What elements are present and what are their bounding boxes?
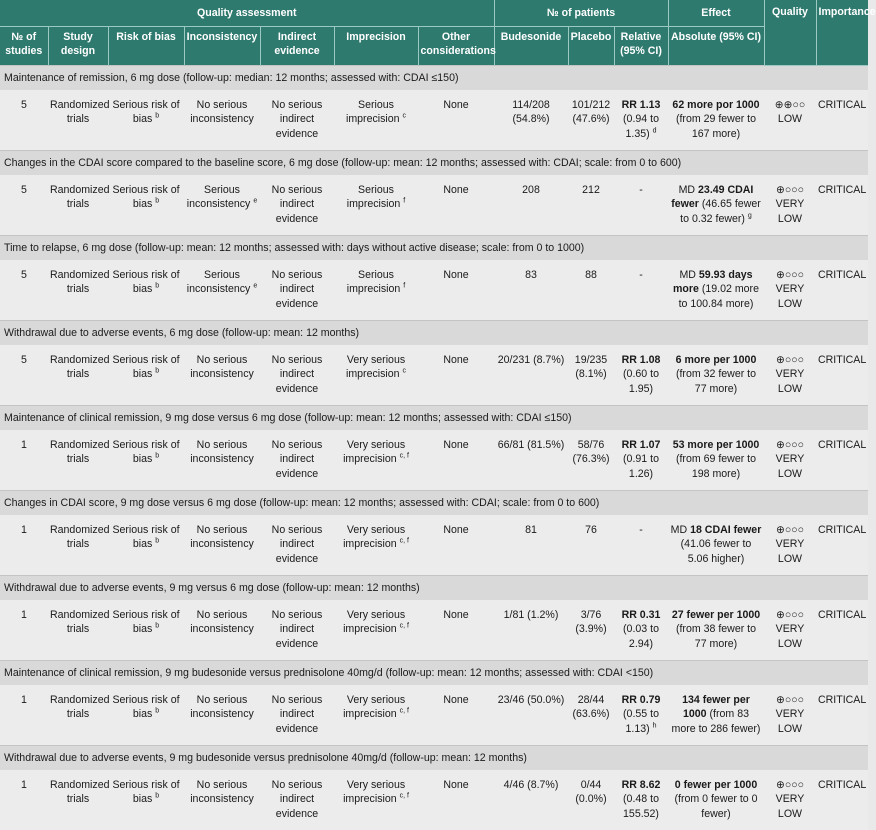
footnote-marker: b (155, 198, 159, 205)
outcome-data-row (0, 90, 868, 151)
footnote-marker: d (653, 127, 657, 134)
quality-rating-symbols: ⊕○○○ (776, 269, 804, 281)
risk-of-bias-text: Serious risk of bias (112, 439, 179, 465)
inconsistency-cell (184, 770, 260, 830)
footnote-marker: f (403, 283, 405, 290)
placebo-cell: 3/76 (3.9%) (568, 600, 614, 661)
absolute-effect-cell (668, 90, 764, 151)
absolute-estimate: 134 fewer per 1000 (682, 694, 750, 720)
imprecision-header: Imprecision (334, 27, 418, 66)
imprecision-cell (334, 345, 418, 406)
relative-effect-cell (614, 515, 668, 576)
indirect-evidence-cell: No serious indirect evidence (260, 260, 334, 321)
quality-cell (764, 345, 816, 406)
absolute-ci: (46.65 fewer to 0.32 fewer) (680, 198, 761, 224)
outcome-section-row (0, 406, 868, 431)
quality-rating-symbols: ⊕○○○ (776, 694, 804, 706)
placebo-header: Placebo (568, 27, 614, 66)
placebo-cell: 76 (568, 515, 614, 576)
placebo-cell: 0/44 (0.0%) (568, 770, 614, 830)
absolute-estimate: 27 fewer per 1000 (672, 609, 760, 621)
budesonide-cell: 81 (494, 515, 568, 576)
absolute-ci: (from 69 fewer to 198 more) (676, 453, 756, 479)
absolute-effect-cell (668, 430, 764, 491)
absolute-effect-cell (668, 685, 764, 746)
footnote-marker: b (155, 538, 159, 545)
relative-ci: (0.03 to 2.94) (623, 623, 659, 649)
placebo-cell: 28/44 (63.6%) (568, 685, 614, 746)
budesonide-cell: 208 (494, 175, 568, 236)
imprecision-text: Very serious imprecision (343, 694, 405, 720)
absolute-effect-cell (668, 600, 764, 661)
outcome-section-row (0, 491, 868, 516)
inconsistency-text: No serious inconsistency (190, 354, 254, 380)
budesonide-cell: 66/81 (81.5%) (494, 430, 568, 491)
num-studies-cell: 1 (0, 685, 48, 746)
outcome-data-row (0, 515, 868, 576)
quality-cell (764, 600, 816, 661)
outcome-title: Maintenance of clinical remission, 9 mg dose versus 6 mg dose (follow-up: mean: 12 months; assessed with: CDAI ≤150) (0, 406, 868, 431)
relative-effect-cell (614, 770, 668, 830)
inconsistency-text: No serious inconsistency (190, 609, 254, 635)
risk-of-bias-cell (108, 260, 184, 321)
imprecision-text: Very serious imprecision (346, 354, 405, 380)
relative-estimate: RR 0.79 (622, 694, 661, 706)
indirect-evidence-cell: No serious indirect evidence (260, 685, 334, 746)
study-design-cell: Randomized trials (48, 345, 108, 406)
quality-header: Quality (764, 0, 816, 66)
relative-ci: (0.55 to 1.13) (623, 708, 659, 734)
budesonide-cell: 1/81 (1.2%) (494, 600, 568, 661)
relative-ci: (0.48 to 155.52) (623, 793, 659, 819)
indirect-evidence-cell: No serious indirect evidence (260, 175, 334, 236)
budesonide-cell: 4/46 (8.7%) (494, 770, 568, 830)
other-considerations-cell: None (418, 515, 494, 576)
importance-cell: CRITICAL (816, 600, 868, 661)
imprecision-text: Serious imprecision (347, 184, 401, 210)
importance-cell: CRITICAL (816, 430, 868, 491)
relative-effect-cell (614, 600, 668, 661)
quality-rating-text: VERY LOW (776, 793, 805, 819)
budesonide-cell: 83 (494, 260, 568, 321)
absolute-ci: (from 29 fewer to 167 more) (676, 113, 756, 139)
relative-effect-cell (614, 260, 668, 321)
quality-rating-symbols: ⊕○○○ (776, 354, 804, 366)
quality-assessment-header: Quality assessment (0, 0, 494, 27)
risk-of-bias-text: Serious risk of bias (112, 354, 179, 380)
inconsistency-text: Serious inconsistency (187, 184, 251, 210)
inconsistency-cell (184, 515, 260, 576)
num-studies-cell: 1 (0, 515, 48, 576)
footnote-marker: c, f (400, 453, 409, 460)
relative-estimate: RR 8.62 (622, 779, 661, 791)
imprecision-cell (334, 685, 418, 746)
absolute-estimate: 23.49 CDAI fewer (671, 184, 753, 210)
outcome-data-row (0, 260, 868, 321)
quality-cell (764, 175, 816, 236)
num-studies-cell: 1 (0, 430, 48, 491)
other-considerations-cell: None (418, 260, 494, 321)
num-studies-cell: 1 (0, 770, 48, 830)
quality-rating-text: VERY LOW (776, 708, 805, 734)
inconsistency-cell (184, 685, 260, 746)
indirect-evidence-cell: No serious indirect evidence (260, 770, 334, 830)
quality-cell (764, 770, 816, 830)
importance-cell: CRITICAL (816, 685, 868, 746)
outcome-data-row (0, 685, 868, 746)
outcome-title: Withdrawal due to adverse events, 9 mg budesonide versus prednisolone 40mg/d (follow-up: mean: 12 months) (0, 746, 868, 771)
inconsistency-text: No serious inconsistency (190, 524, 254, 550)
study-design-cell: Randomized trials (48, 515, 108, 576)
placebo-cell: 212 (568, 175, 614, 236)
importance-cell: CRITICAL (816, 175, 868, 236)
quality-cell (764, 260, 816, 321)
quality-cell (764, 515, 816, 576)
placebo-cell: 58/76 (76.3%) (568, 430, 614, 491)
outcome-data-row (0, 770, 868, 830)
study-design-cell: Randomized trials (48, 175, 108, 236)
relative-ci: (0.91 to 1.26) (623, 453, 659, 479)
relative-effect-cell (614, 90, 668, 151)
risk-of-bias-text: Serious risk of bias (112, 269, 179, 295)
other-considerations-cell: None (418, 345, 494, 406)
absolute-estimate: 18 CDAI fewer (690, 524, 761, 536)
relative-ci: - (639, 524, 643, 536)
num-patients-header: № of patients (494, 0, 668, 27)
study-design-cell: Randomized trials (48, 260, 108, 321)
relative-ci: - (639, 184, 643, 196)
absolute-estimate: 59.93 days more (673, 269, 753, 295)
imprecision-text: Very serious imprecision (343, 779, 405, 805)
outcome-section-row (0, 236, 868, 261)
importance-cell: CRITICAL (816, 515, 868, 576)
outcome-section-row (0, 151, 868, 176)
relative-estimate: RR 1.07 (622, 439, 661, 451)
num-studies-cell: 1 (0, 600, 48, 661)
imprecision-text: Serious imprecision (347, 269, 401, 295)
quality-cell (764, 685, 816, 746)
risk-of-bias-cell (108, 90, 184, 151)
importance-header: Importance (816, 0, 868, 66)
placebo-cell: 101/212 (47.6%) (568, 90, 614, 151)
footnote-marker: b (155, 793, 159, 800)
footnote-marker: c, f (400, 793, 409, 800)
absolute-prefix: MD (679, 269, 698, 281)
outcome-section-row (0, 321, 868, 346)
imprecision-cell (334, 515, 418, 576)
imprecision-text: Very serious imprecision (343, 609, 405, 635)
absolute-effect-cell (668, 345, 764, 406)
indirect-evidence-header: Indirect evidence (260, 27, 334, 66)
importance-cell: CRITICAL (816, 90, 868, 151)
footnote-marker: e (253, 198, 257, 205)
imprecision-cell (334, 175, 418, 236)
absolute-ci: (from 38 fewer to 77 more) (676, 623, 756, 649)
absolute-prefix: MD (671, 524, 690, 536)
risk-of-bias-cell (108, 345, 184, 406)
inconsistency-cell (184, 345, 260, 406)
outcome-title: Maintenance of remission, 6 mg dose (follow-up: median: 12 months; assessed with: CDAI ≤150) (0, 66, 868, 91)
footnote-marker: c, f (400, 538, 409, 545)
risk-of-bias-cell (108, 685, 184, 746)
other-considerations-cell: None (418, 600, 494, 661)
relative-estimate: RR 1.08 (622, 354, 661, 366)
absolute-estimate: 53 more per 1000 (673, 439, 760, 451)
footnote-marker: f (403, 198, 405, 205)
study-design-cell: Randomized trials (48, 430, 108, 491)
inconsistency-text: No serious inconsistency (190, 99, 254, 125)
inconsistency-text: No serious inconsistency (190, 694, 254, 720)
absolute-estimate: 62 more por 1000 (672, 99, 759, 111)
absolute-ci: (41.06 fewer to 5.06 higher) (681, 538, 752, 564)
num-studies-cell: 5 (0, 175, 48, 236)
other-considerations-cell: None (418, 90, 494, 151)
quality-rating-symbols: ⊕○○○ (776, 524, 804, 536)
budesonide-cell: 23/46 (50.0%) (494, 685, 568, 746)
absolute-prefix: MD (679, 184, 698, 196)
risk-of-bias-text: Serious risk of bias (112, 99, 179, 125)
indirect-evidence-cell: No serious indirect evidence (260, 430, 334, 491)
risk-of-bias-text: Serious risk of bias (112, 184, 179, 210)
inconsistency-header: Inconsistency (184, 27, 260, 66)
importance-cell: CRITICAL (816, 260, 868, 321)
footnote-marker: b (155, 623, 159, 630)
footnote-marker: b (155, 283, 159, 290)
risk-of-bias-text: Serious risk of bias (112, 609, 179, 635)
indirect-evidence-cell: No serious indirect evidence (260, 600, 334, 661)
study-design-cell: Randomized trials (48, 685, 108, 746)
absolute-header: Absolute (95% CI) (668, 27, 764, 66)
imprecision-text: Very serious imprecision (343, 439, 405, 465)
study-design-header: Study design (48, 27, 108, 66)
imprecision-cell (334, 600, 418, 661)
inconsistency-cell (184, 430, 260, 491)
absolute-effect-cell (668, 770, 764, 830)
absolute-ci: (from 83 more to 286 fewer) (672, 708, 761, 734)
relative-estimate: RR 1.13 (622, 99, 661, 111)
num-studies-cell: 5 (0, 260, 48, 321)
inconsistency-text: No serious inconsistency (190, 439, 254, 465)
quality-rating-symbols: ⊕⊕○○ (775, 99, 806, 111)
quality-rating-text: VERY LOW (776, 283, 805, 309)
quality-rating-symbols: ⊕○○○ (776, 439, 804, 451)
risk-of-bias-text: Serious risk of bias (112, 779, 179, 805)
outcome-section-row (0, 746, 868, 771)
absolute-ci: (from 32 fewer to 77 more) (676, 368, 756, 394)
outcome-section-row (0, 576, 868, 601)
relative-effect-cell (614, 175, 668, 236)
quality-cell (764, 430, 816, 491)
outcome-title: Changes in CDAI score, 9 mg dose versus 6 mg dose (follow-up: mean: 12 months; assessed with: CDAI; scale: from 0 to 600) (0, 491, 868, 516)
outcome-section-row (0, 661, 868, 686)
other-considerations-cell: None (418, 685, 494, 746)
inconsistency-cell (184, 600, 260, 661)
absolute-estimate: 6 more per 1000 (676, 354, 757, 366)
footnote-marker: b (155, 368, 159, 375)
inconsistency-cell (184, 175, 260, 236)
relative-header: Relative (95% CI) (614, 27, 668, 66)
outcome-data-row (0, 600, 868, 661)
quality-rating-text: VERY LOW (776, 453, 805, 479)
outcome-title: Withdrawal due to adverse events, 9 mg versus 6 mg dose (follow-up: mean: 12 months) (0, 576, 868, 601)
quality-rating-text: VERY LOW (776, 368, 805, 394)
footnote-marker: e (253, 283, 257, 290)
imprecision-cell (334, 430, 418, 491)
relative-effect-cell (614, 345, 668, 406)
risk-of-bias-cell (108, 600, 184, 661)
indirect-evidence-cell: No serious indirect evidence (260, 345, 334, 406)
quality-rating-text: VERY LOW (776, 198, 805, 224)
placebo-cell: 19/235 (8.1%) (568, 345, 614, 406)
indirect-evidence-cell: No serious indirect evidence (260, 90, 334, 151)
inconsistency-text: No serious inconsistency (190, 779, 254, 805)
budesonide-cell: 114/208 (54.8%) (494, 90, 568, 151)
footnote-marker: b (155, 708, 159, 715)
risk-of-bias-text: Serious risk of bias (112, 524, 179, 550)
study-design-cell: Randomized trials (48, 600, 108, 661)
quality-rating-text: LOW (778, 113, 802, 125)
absolute-estimate: 0 fewer per 1000 (675, 779, 757, 791)
other-considerations-cell: None (418, 770, 494, 830)
importance-cell: CRITICAL (816, 770, 868, 830)
num-studies-cell: 5 (0, 90, 48, 151)
quality-rating-symbols: ⊕○○○ (776, 779, 804, 791)
footnote-marker: g (748, 212, 752, 219)
imprecision-cell (334, 90, 418, 151)
inconsistency-cell (184, 90, 260, 151)
inconsistency-cell (184, 260, 260, 321)
other-considerations-header: Other considerations (418, 27, 494, 66)
num-studies-header: № of studies (0, 27, 48, 66)
relative-ci: (0.60 to 1.95) (623, 368, 659, 394)
outcome-data-row (0, 175, 868, 236)
outcome-data-row (0, 430, 868, 491)
relative-effect-cell (614, 685, 668, 746)
risk-of-bias-cell (108, 515, 184, 576)
imprecision-cell (334, 770, 418, 830)
imprecision-text: Very serious imprecision (343, 524, 405, 550)
footnote-marker: b (155, 453, 159, 460)
imprecision-cell (334, 260, 418, 321)
absolute-effect-cell (668, 260, 764, 321)
placebo-cell: 88 (568, 260, 614, 321)
indirect-evidence-cell: No serious indirect evidence (260, 515, 334, 576)
num-studies-cell: 5 (0, 345, 48, 406)
risk-of-bias-text: Serious risk of bias (112, 694, 179, 720)
quality-rating-symbols: ⊕○○○ (776, 184, 804, 196)
risk-of-bias-cell (108, 770, 184, 830)
risk-of-bias-header: Risk of bias (108, 27, 184, 66)
outcome-title: Withdrawal due to adverse events, 6 mg dose (follow-up: mean: 12 months) (0, 321, 868, 346)
absolute-effect-cell (668, 175, 764, 236)
importance-cell: CRITICAL (816, 345, 868, 406)
footnote-marker: c, f (400, 623, 409, 630)
footnote-marker: b (155, 113, 159, 120)
table-body (0, 66, 868, 830)
outcome-title: Time to relapse, 6 mg dose (follow-up: mean: 12 months; assessed with: days without active disease; scale: from 0 to 1000) (0, 236, 868, 261)
other-considerations-cell: None (418, 175, 494, 236)
imprecision-text: Serious imprecision (346, 99, 400, 125)
outcome-section-row (0, 66, 868, 91)
inconsistency-text: Serious inconsistency (187, 269, 251, 295)
outcome-data-row (0, 345, 868, 406)
footnote-marker: c (403, 368, 407, 375)
outcome-title: Changes in the CDAI score compared to the baseline score, 6 mg dose (follow-up: mean: 12 months; assessed with: CDAI; scale: from 0 to 600) (0, 151, 868, 176)
relative-estimate: RR 0.31 (622, 609, 661, 621)
outcome-title: Maintenance of clinical remission, 9 mg budesonide versus prednisolone 40mg/d (follow-up: mean: 12 months; assessed with: CDAI <150) (0, 661, 868, 686)
absolute-effect-cell (668, 515, 764, 576)
relative-ci: - (639, 269, 643, 281)
absolute-ci: (from 0 fewer to 0 fewer) (674, 793, 757, 819)
risk-of-bias-cell (108, 430, 184, 491)
footnote-marker: h (653, 722, 657, 729)
absolute-ci: (19.02 more to 100.84 more) (679, 283, 759, 309)
budesonide-cell: 20/231 (8.7%) (494, 345, 568, 406)
study-design-cell: Randomized trials (48, 90, 108, 151)
footnote-marker: c (403, 113, 407, 120)
effect-header: Effect (668, 0, 764, 27)
footnote-marker: c, f (400, 708, 409, 715)
quality-cell (764, 90, 816, 151)
other-considerations-cell: None (418, 430, 494, 491)
quality-rating-symbols: ⊕○○○ (776, 609, 804, 621)
budesonide-header: Budesonide (494, 27, 568, 66)
relative-effect-cell (614, 430, 668, 491)
study-design-cell: Randomized trials (48, 770, 108, 830)
relative-ci: (0.94 to 1.35) (623, 113, 659, 139)
risk-of-bias-cell (108, 175, 184, 236)
quality-rating-text: VERY LOW (776, 538, 805, 564)
quality-rating-text: VERY LOW (776, 623, 805, 649)
